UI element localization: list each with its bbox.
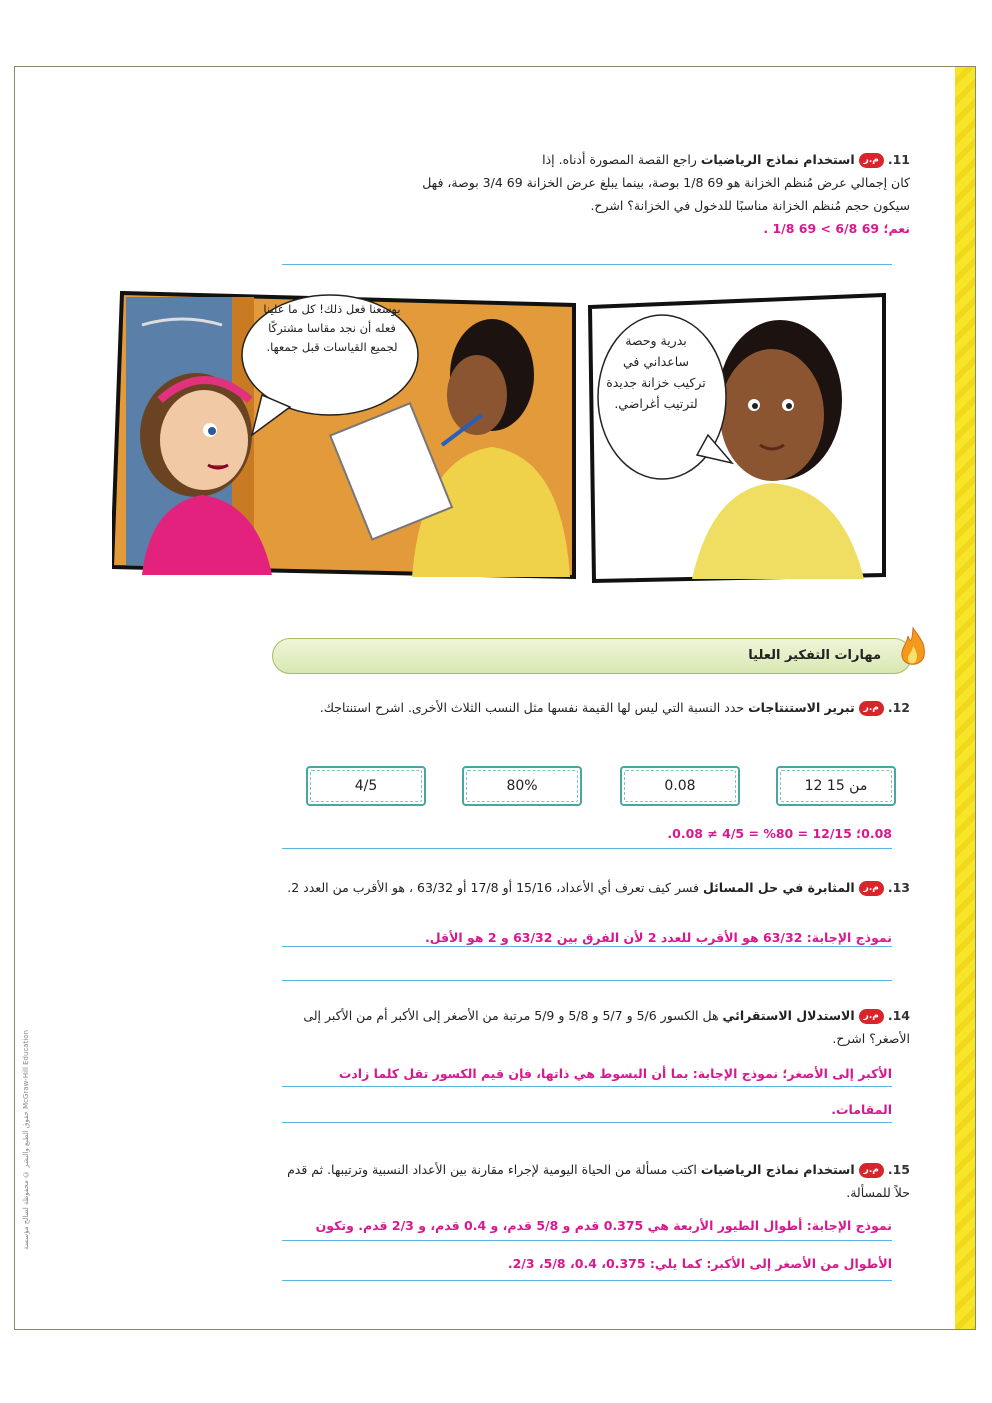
comic-strip [112, 285, 892, 590]
ratio-card: 12 من 15 [776, 766, 896, 806]
copyright-note: حقوق الطبع والنشر © محفوظة لصالح مؤسسة McGraw-Hill Education [22, 1030, 30, 1250]
question-text: فسر كيف تعرف أي الأعداد، 15/16 أو 17/8 أو 63/32 ، هو الأقرب من العدد 2. [287, 880, 699, 895]
answer-text: نموذج الإجابة: 63/32 هو الأقرب للعدد 2 لأن الفرق بين 63/32 و 2 هو الأقل. [425, 930, 892, 945]
question-number: 15. [887, 1162, 910, 1177]
question-text: كان إجمالي عرض مُنظم الخزانة هو 69 1/8 بوصة، بينما يبلغ عرض الخزانة 69 3/4 بوصة، فهل [422, 175, 910, 190]
question-text: سيكون حجم مُنظم الخزانة مناسبًا للدخول في الخزانة؟ اشرح. [590, 198, 910, 213]
question-keyword: استخدام نماذج الرياضيات [700, 1162, 855, 1177]
answer-text: الأكبر إلى الأصغر؛ نموذج الإجابة: بما أن البسوط هي ذاتها، فإن قيم الكسور تقل كلما زادت [338, 1066, 892, 1081]
answer-text: الأطوال من الأصغر إلى الأكبر: كما يلي: 0.375، 0.4، 5/8، 2/3. [507, 1256, 892, 1271]
question-12 [270, 696, 910, 719]
comic-caption-left: بوسعنا فعل ذلك! كل ما علينا فعله أن نجد مقاسا مشتركًا لجميع القياسات قبل جمعها. [263, 302, 401, 354]
question-15 [270, 1158, 910, 1204]
yellow-edge-strip [955, 67, 975, 1329]
question-text: راجع القصة المصورة أدناه. إذا [542, 152, 697, 167]
section-banner: مهارات التفكير العليا [272, 638, 912, 674]
question-number: 14. [887, 1008, 910, 1023]
question-number: 13. [887, 880, 910, 895]
question-14 [270, 1004, 910, 1050]
answer-line [282, 1280, 892, 1281]
question-keyword: الاستدلال الاستقرائي [722, 1008, 855, 1023]
ratio-card: 0.08 [620, 766, 740, 806]
question-keyword: المثابرة في حل المسائل [702, 880, 855, 895]
answer-line [282, 1240, 892, 1241]
skill-badge: م.ر [859, 153, 884, 168]
skill-badge: م.ر [859, 1009, 884, 1024]
answer-line [282, 264, 892, 265]
comic-caption-right: بدرية وحصة ساعداني في تركيب خزانة جديدة لترتيب أغراضي. [606, 333, 706, 411]
ratio-card: 80% [462, 766, 582, 806]
answer-text: 0.08؛ 12/15 = 80% = 4/5 ≠ 0.08. [667, 826, 892, 841]
answer-text: المقامات. [831, 1102, 892, 1117]
ratio-card: 4/5 [306, 766, 426, 806]
question-keyword: استخدام نماذج الرياضيات [700, 152, 855, 167]
question-13 [270, 876, 910, 899]
skill-badge: م.ر [859, 1163, 884, 1178]
answer-line [282, 946, 892, 947]
question-text: هل الكسور 5/6 و 5/7 و 5/8 و 5/9 مرتبة من الأصغر إلى الأكبر أم من الأكبر إلى الأصغر؟ اشرح. [303, 1008, 910, 1046]
question-number: 12. [887, 700, 910, 715]
answer-line [282, 980, 892, 981]
skill-badge: م.ر [859, 881, 884, 896]
question-text: اكتب مسألة من الحياة اليومية لإجراء مقارنة بين الأعداد النسبية وترتيبها. ثم قدم حلاً للمسألة. [287, 1162, 910, 1200]
question-text: حدد النسبة التي ليس لها القيمة نفسها مثل النسب الثلاث الأخرى. اشرح استنتاجك. [319, 700, 745, 715]
answer-line [282, 848, 892, 849]
skill-badge: م.ر [859, 701, 884, 716]
answer-line [282, 1122, 892, 1123]
question-11 [270, 148, 910, 240]
answer-text: نموذج الإجابة: أطوال الطيور الأربعة هي 0.375 قدم و 5/8 قدم، و 0.4 قدم، و 2/3 قدم. وتكون [315, 1218, 892, 1233]
question-keyword: تبرير الاستنتاجات [748, 700, 855, 715]
flame-icon [898, 626, 928, 670]
question-number: 11. [887, 152, 910, 167]
answer-line [282, 1086, 892, 1087]
answer-text: نعم؛ 69 6/8 > 69 1/8 . [763, 221, 910, 236]
